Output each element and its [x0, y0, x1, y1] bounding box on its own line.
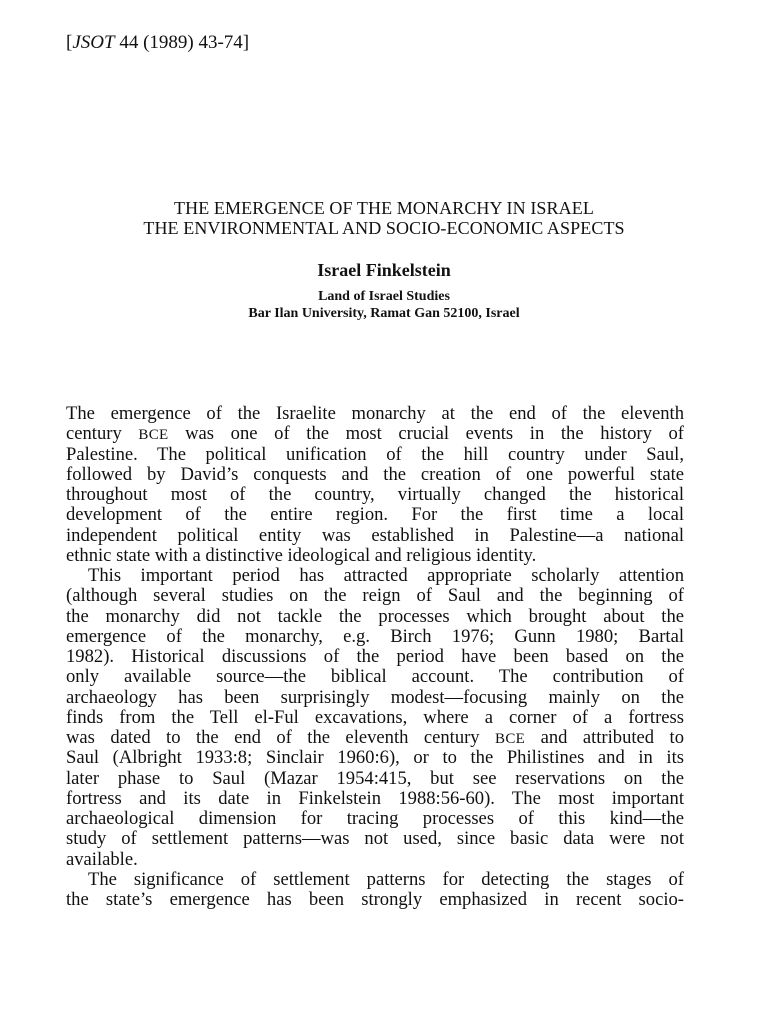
- journal-reference: [66, 32, 249, 54]
- body-line: independent political entity was established in Palestine—a national: [66, 524, 684, 546]
- era-abbreviation: BCE: [138, 427, 169, 444]
- body-line: Palestine. The political unification of the hill country under Saul,: [66, 443, 684, 465]
- body-line: [66, 424, 684, 444]
- affiliation-department: Land of Israel Studies: [318, 289, 450, 304]
- body-line: finds from the Tell el-Ful excavations, where a corner of a fortress: [66, 706, 684, 728]
- body-line: This important period has attracted appropriate scholarly attention: [88, 565, 684, 586]
- body-line: 1982). Historical discussions of the period have been based on the: [66, 646, 684, 667]
- body-line: (although several studies on the reign of Saul and the beginning of: [66, 585, 684, 607]
- body-line: development of the entire region. For the first time a local: [66, 504, 684, 526]
- body-line: the state’s emergence has been strongly emphasized in recent socio-: [66, 889, 684, 910]
- body-line: [66, 728, 684, 748]
- body-line: fortress and its date in Finkelstein 1988:56-60). The most important: [66, 787, 684, 809]
- article-body: [66, 404, 684, 910]
- body-line: followed by David’s conquests and the creation of one powerful state: [66, 463, 684, 485]
- body-line: archaeology has been surprisingly modest—focusing mainly on the: [66, 686, 684, 708]
- body-text: century: [66, 423, 122, 445]
- body-line: throughout most of the country, virtually changed the historical: [66, 484, 684, 505]
- article-title-line-2: THE ENVIRONMENTAL AND SOCIO-ECONOMIC ASPECTS: [143, 218, 625, 238]
- journal-ref-open-bracket: [: [66, 32, 73, 53]
- body-text: and attributed to: [540, 727, 684, 748]
- body-line: the monarchy did not tackle the processes which brought about the: [66, 605, 684, 627]
- body-text: was one of the most crucial events in the history of: [185, 423, 684, 445]
- body-line: study of settlement patterns—was not used, since basic data were not: [66, 828, 684, 850]
- body-line: archaeological dimension for tracing processes of this kind—the: [66, 808, 684, 829]
- body-line: available.: [66, 848, 138, 870]
- article-title-line-1: THE EMERGENCE OF THE MONARCHY IN ISRAEL: [174, 198, 594, 218]
- journal-abbreviation: JSOT: [72, 32, 115, 53]
- era-abbreviation: BCE: [495, 731, 526, 747]
- body-text: was dated to the end of the eleventh century: [66, 727, 480, 748]
- body-line: The significance of settlement patterns for detecting the stages of: [88, 868, 684, 890]
- body-line: later phase to Saul (Mazar 1954:415, but see reservations on the: [66, 767, 684, 789]
- body-line: Saul (Albright 1933:8; Sinclair 1960:6), or to the Philistines and in its: [66, 747, 684, 769]
- body-line: emergence of the monarchy, e.g. Birch 1976; Gunn 1980; Bartal: [66, 625, 684, 647]
- author-name: Israel Finkelstein: [317, 260, 451, 280]
- body-line: only available source—the biblical account. The contribution of: [66, 666, 684, 688]
- affiliation-university: Bar Ilan University, Ramat Gan 52100, Israel: [248, 306, 520, 321]
- body-line: The emergence of the Israelite monarchy at the end of the eleventh: [66, 403, 684, 424]
- journal-volume-pages: 44 (1989) 43-74]: [114, 32, 250, 53]
- body-line: ethnic state with a distinctive ideological and religious identity.: [66, 544, 537, 566]
